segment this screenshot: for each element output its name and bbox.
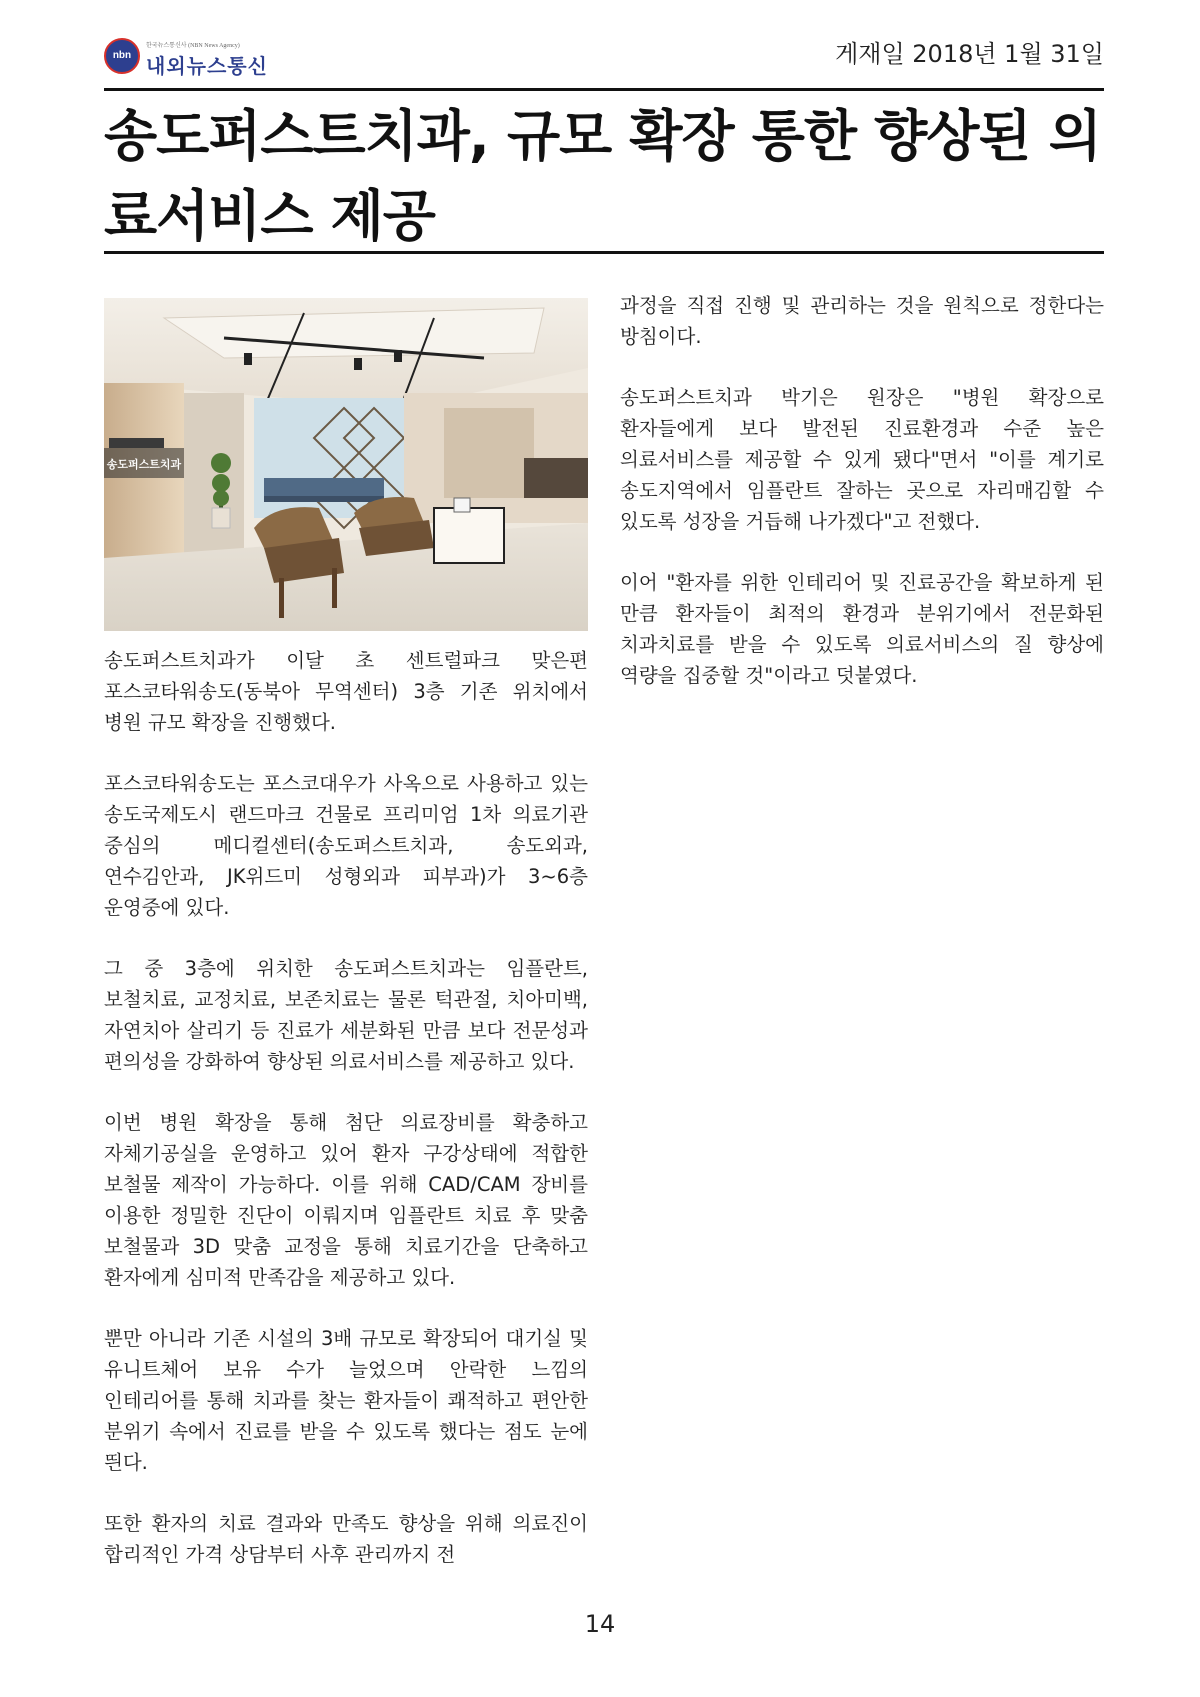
page-number: 14	[584, 1610, 616, 1638]
paragraph: 또한 환자의 치료 결과와 만족도 향상을 위해 의료진이 합리적인 가격 상담부터 사후 관리까지 전	[104, 1512, 588, 1566]
paragraph: 이번 병원 확장을 통해 첨단 의료장비를 확충하고 자체기공실을 운영하고 있어 환자 구강상태에 적합한 보철물 제작이 가능하다. 이를 위해 CAD/CAM 장비를 이용한 정밀한 진단이 이뤄지며 임플란트 치료 후 맞춤 보철물과 3D 맞춤 교정을 통해 치료기간을 단축하고 환자에게 심미적 만족감을 제공하고 있다.	[104, 1111, 588, 1289]
headline-bottom-rule	[104, 251, 1104, 254]
headline-top-rule	[104, 88, 1104, 91]
paragraph: 이어 "환자를 위한 인테리어 및 진료공간을 확보하게 된 만큼 환자들이 최적의 환경과 분위기에서 전문화된 치과치료를 받을 수 있도록 의료서비스의 질 향상에 역량을 집중할 것"이라고 덧붙였다.	[620, 571, 1104, 687]
clinic-sign-text: 송도퍼스트치과	[106, 458, 182, 471]
clinic-lobby-photo	[104, 298, 588, 631]
paragraph: 송도퍼스트치과가 이달 초 센트럴파크 맞은편 포스코타워송도(동북아 무역센터) 3층 기존 위치에서 병원 규모 확장을 진행했다.	[104, 649, 588, 734]
paragraph: 뿐만 아니라 기존 시설의 3배 규모로 확장되어 대기실 및 유니트체어 보유 수가 늘었으며 안락한 느낌의 인테리어를 통해 치과를 찾는 환자들이 쾌적하고 편안한 분위기 속에서 진료를 받을 수 있도록 했다는 점도 눈에 띈다.	[104, 1327, 588, 1474]
logo-tagline: 한국뉴스통신사 (NBN News Agency)	[146, 43, 240, 49]
nbn-logo-icon: nbn	[104, 38, 140, 74]
article-column-right	[620, 290, 1104, 721]
paragraph: 과정을 직접 진행 및 관리하는 것을 원칙으로 정한다는 방침이다.	[620, 294, 1104, 348]
publisher-logo	[104, 36, 304, 76]
article-column-left	[104, 645, 588, 1600]
paragraph: 포스코타워송도는 포스코대우가 사옥으로 사용하고 있는 송도국제도시 랜드마크 건물로 프리미엄 1차 의료기관 중심의 메디컬센터(송도퍼스트치과, 송도외과, 연수김안과, JK위드미 성형외과 피부과)가 3~6층 운영중에 있다.	[104, 772, 588, 919]
logo-brand-name: 내외뉴스통신	[146, 54, 268, 78]
headline: 송도퍼스트치과, 규모 확장 통한 향상된 의료서비스 제공	[104, 104, 1101, 248]
paragraph: 송도퍼스트치과 박기은 원장은 "병원 확장으로 환자들에게 보다 발전된 진료환경과 수준 높은 의료서비스를 제공할 수 있게 됐다"면서 "이를 계기로 송도지역에서 임플란트 잘하는 곳으로 자리매김할 수 있도록 성장을 거듭해 나가겠다"고 전했다.	[620, 386, 1104, 533]
publication-date: 게재일 2018년 1월 31일	[835, 40, 1104, 68]
paragraph: 그 중 3층에 위치한 송도퍼스트치과는 임플란트, 보철치료, 교정치료, 보존치료는 물론 턱관절, 치아미백, 자연치아 살리기 등 진료가 세분화된 만큼 보다 전문성과 편의성을 강화하여 향상된 의료서비스를 제공하고 있다.	[104, 957, 588, 1073]
